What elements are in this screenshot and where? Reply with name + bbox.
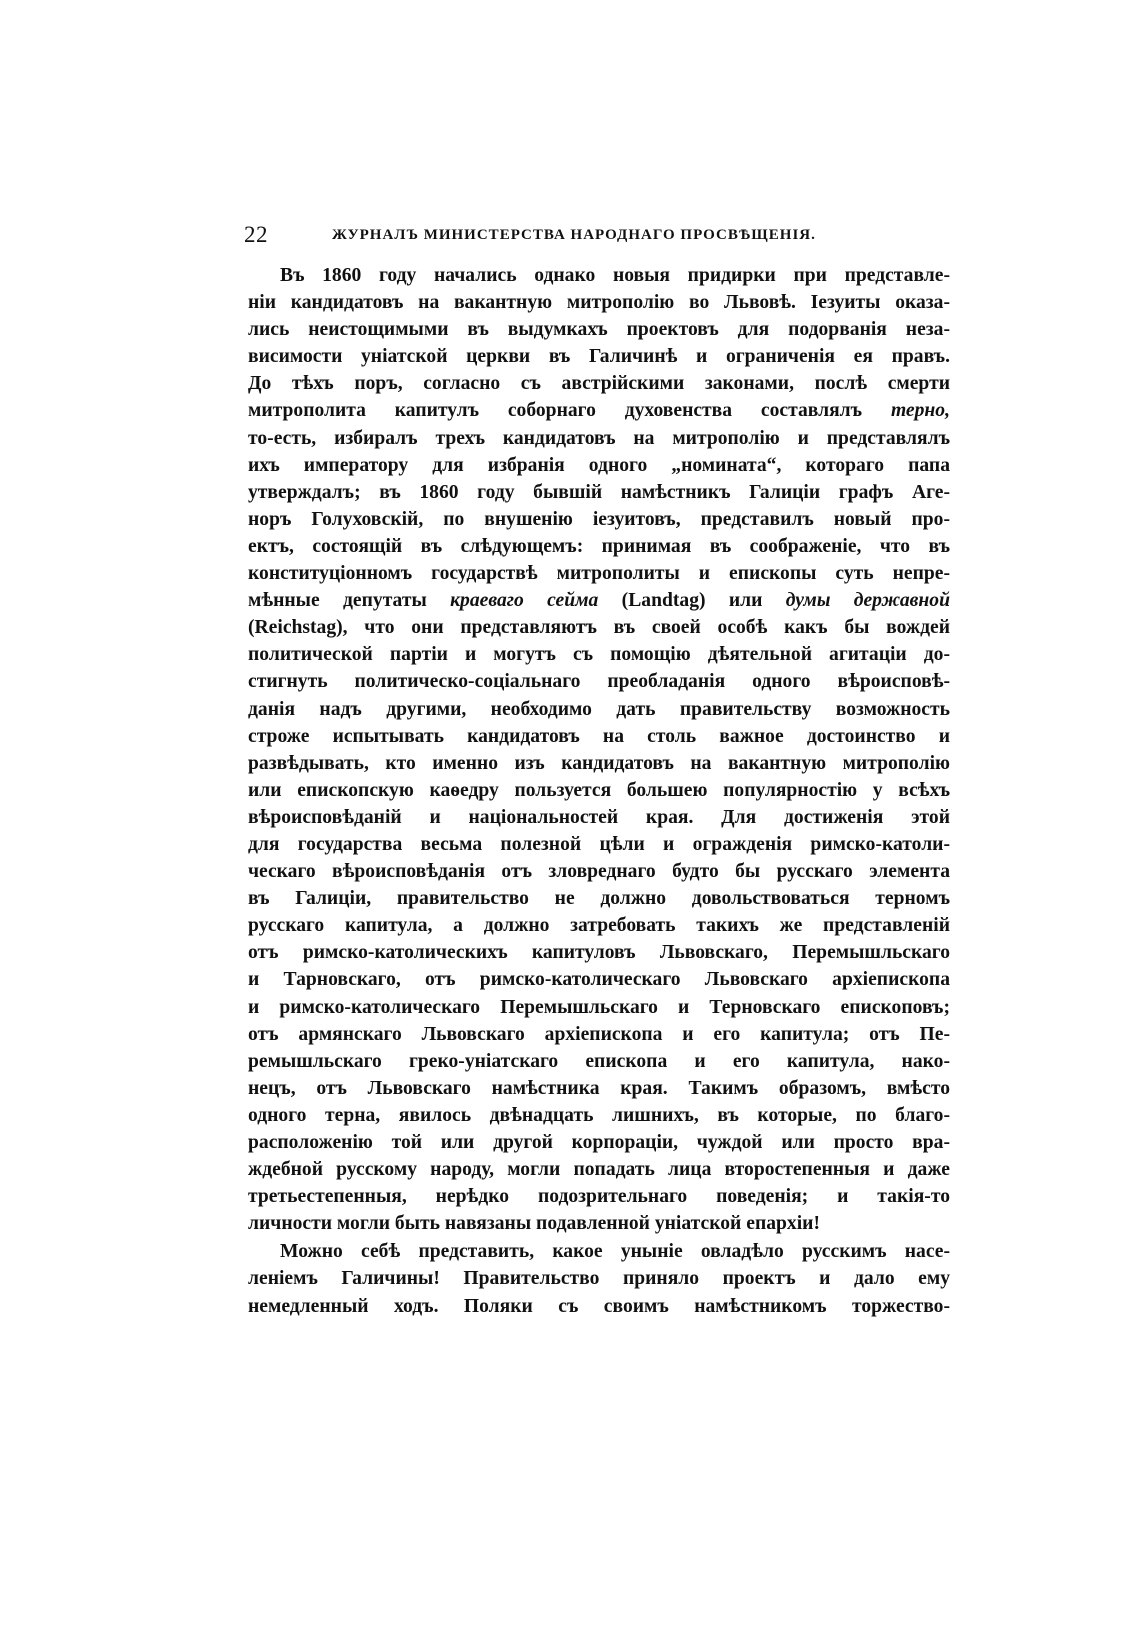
running-head (244, 222, 950, 256)
text-line: личности могли быть навязаны подавленной уніатской епархіи! (248, 1213, 820, 1235)
paragraph (248, 1238, 950, 1319)
body-text (248, 262, 950, 1320)
page (244, 222, 950, 1320)
text-line: для государства весьма полезной цѣли и огражденія римско-католи- (248, 833, 950, 855)
text-line: норъ Голуховскій, по внушенію іезуитовъ, представилъ новый про- (248, 508, 950, 530)
text-line: немедленный ходъ. Поляки съ своимъ намѣстникомъ торжество- (248, 1295, 950, 1317)
text-line: ждебной русскому народу, могли попадать лица второстепенныя и даже (248, 1159, 950, 1181)
text-line: ніи кандидатовъ на вакантную митрополію во Львовѣ. Іезуиты оказа- (248, 292, 950, 314)
text-line: одного терна, явилось двѣнадцать лишнихъ, въ которые, по благо- (248, 1104, 950, 1126)
text-line: нецъ, отъ Львовскаго намѣстника края. Такимъ образомъ, вмѣсто (248, 1077, 950, 1099)
text-line: мѣнные депутаты краеваго сейма (Landtag) или думы державной (248, 590, 950, 612)
text-line: Въ 1860 году начались однако новыя придирки при представле- (280, 265, 950, 286)
journal-title: ЖУРНАЛЪ МИНИСТЕРСТВА НАРОДНАГО ПРОСВѢЩЕНІЯ. (332, 227, 816, 243)
text-line: и Тарновскаго, отъ римско-католическаго Львовскаго архіепископа (248, 969, 950, 991)
text-line: До тѣхъ поръ, согласно съ австрійскими законами, послѣ смерти (248, 373, 950, 395)
text-line: Можно себѣ представить, какое уныніе овладѣло русскимъ насе- (280, 1241, 950, 1263)
text-line: вѣроисповѣданій и національностей края. Для достиженія этой (248, 806, 950, 828)
text-line: политической партіи и могутъ съ помощію дѣятельной агитаціи до- (248, 644, 950, 666)
text-line: въ Галиціи, правительство не должно довольствоваться терномъ (248, 888, 950, 910)
text-line: строже испытывать кандидатовъ на столь важное достоинство и (248, 725, 950, 747)
text-line: леніемъ Галичины! Правительство приняло проектъ и дало ему (248, 1268, 950, 1290)
text-line: и римско-католическаго Перемышльскаго и Терновскаго епископовъ; (248, 996, 950, 1018)
text-line: русскаго капитула, а должно затребовать такихъ же представленій (248, 915, 950, 937)
text-line: ческаго вѣроисповѣданія отъ зловреднаго будто бы русскаго элемента (248, 861, 950, 883)
text-line: лись неистощимыми въ выдумкахъ проектовъ для подорванія неза- (248, 319, 950, 341)
text-line: конституціонномъ государствѣ митрополиты и епископы суть непре- (248, 563, 950, 585)
text-line: расположенію той или другой корпораціи, чуждой или просто вра- (248, 1132, 950, 1153)
text-line: ремышльскаго греко-уніатскаго епископа и его капитула, нако- (248, 1050, 950, 1072)
text-line: развѣдывать, кто именно изъ кандидатовъ на вакантную митрополію (248, 752, 950, 774)
text-line: стигнуть политическо-соціальнаго преобладанія одного вѣроисповѣ- (248, 671, 950, 693)
text-line: отъ римско-католическихъ капитуловъ Львовскаго, Перемышльскаго (248, 942, 950, 964)
text-line: (Reichstag), что они представляютъ въ своей особѣ какъ бы вождей (248, 617, 950, 639)
page-number: 22 (244, 222, 268, 247)
text-line: митрополита капитулъ соборнаго духовенства составлялъ терно, (248, 400, 950, 422)
text-line: утверждалъ; въ 1860 году бывшій намѣстникъ Галиціи графъ Аге- (248, 481, 950, 503)
paragraph (248, 262, 950, 1237)
text-line: ихъ императору для избранія одного „номината“, котораго папа (248, 454, 950, 476)
text-line: ектъ, состоящій въ слѣдующемъ: принимая въ соображеніе, что въ (248, 535, 950, 557)
text-line: отъ армянскаго Львовскаго архіепископа и его капитула; отъ Пе- (248, 1023, 950, 1045)
text-line: висимости уніатской церкви въ Галичинѣ и ограниченія ея правъ. (248, 346, 950, 368)
text-line: или епископскую каѳедру пользуется большею популярностію у всѣхъ (248, 779, 950, 801)
text-line: то-есть, избиралъ трехъ кандидатовъ на митрополію и представлялъ (248, 427, 950, 449)
text-line: третьестепенныя, нерѣдко подозрительнаго поведенія; и такія-то (248, 1186, 950, 1208)
text-line: данія надъ другими, необходимо дать правительству возможность (248, 698, 950, 720)
